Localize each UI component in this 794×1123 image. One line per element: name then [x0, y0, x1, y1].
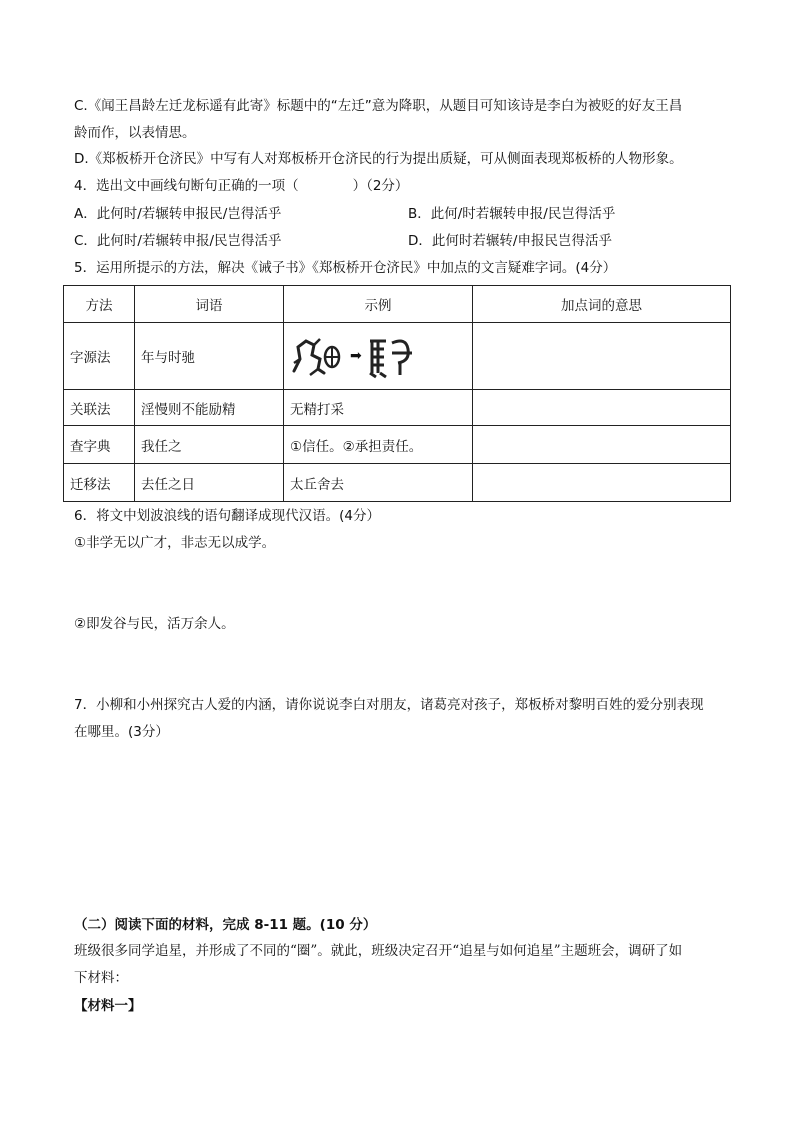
q6-sentence-1: ①非学无以广才，非志无以成学。 — [74, 535, 276, 551]
arrow-right-icon: ➡ — [350, 348, 362, 364]
row-example: 无精打采 — [284, 390, 473, 426]
question-7-line2: 在哪里。(3分） — [74, 724, 169, 740]
table-row — [64, 426, 731, 464]
option-c-line1: C.《闻王昌龄左迁龙标遥有此寄》标题中的“左迁”意为降职，从题目可知该诗是李白为被贬的好友王昌 — [74, 98, 683, 114]
q4-option-c: C．此何时/若辗转申报/民岂得活乎 — [74, 233, 282, 249]
seal-script-illustration — [290, 326, 466, 386]
question-7-line1: 7．小柳和小州探究古人爱的内涵，请你说说李白对朋友，诸葛亮对孩子，郑板桥对黎明百姓的爱分别表现 — [74, 697, 704, 713]
table-row — [64, 464, 731, 502]
header-example: 示例 — [284, 286, 473, 323]
table-row — [64, 323, 731, 390]
section-2-title: （二）阅读下面的材料，完成 8-11 题。(10 分） — [74, 917, 377, 933]
row-phrase: 年与时驰 — [135, 323, 284, 390]
option-d: D.《郑板桥开仓济民》中写有人对郑板桥开仓济民的行为提出质疑，可从侧面表现郑板桥的人物形象。 — [74, 151, 683, 167]
row-method: 查字典 — [64, 426, 135, 464]
q4-option-d: D．此何时若辗转/申报民岂得活乎 — [408, 233, 612, 249]
row-method: 字源法 — [64, 323, 135, 390]
row-meaning[interactable] — [473, 390, 731, 426]
header-phrase: 词语 — [135, 286, 284, 323]
section-2-intro-line2: 下材料： — [74, 970, 128, 986]
row-example: 太丘舍去 — [284, 464, 473, 502]
table-row — [64, 390, 731, 426]
material-1-label: 【材料一】 — [74, 998, 142, 1014]
row-method: 关联法 — [64, 390, 135, 426]
seal-chi-glyph-icon — [366, 333, 416, 379]
row-phrase: 去任之日 — [135, 464, 284, 502]
row-example: ①信任。②承担责任。 — [284, 426, 473, 464]
row-method: 迁移法 — [64, 464, 135, 502]
q6-sentence-2: ②即发谷与民，活万余人。 — [74, 616, 235, 632]
ancient-horse-glyph-icon — [290, 333, 346, 379]
q4-option-a: A．此何时/若辗转申报民/岂得活乎 — [74, 206, 282, 222]
question-5-stem: 5．运用所提示的方法，解决《诫子书》《郑板桥开仓济民》中加点的文言疑难字词。(4分） — [74, 260, 617, 276]
row-example — [284, 323, 473, 390]
row-phrase: 我任之 — [135, 426, 284, 464]
row-meaning[interactable] — [473, 464, 731, 502]
option-c-line2: 龄而作，以表情思。 — [74, 125, 196, 141]
row-meaning[interactable] — [473, 323, 731, 390]
question-6-stem: 6．将文中划波浪线的语句翻译成现代汉语。(4分） — [74, 508, 380, 524]
header-meaning: 加点词的意思 — [473, 286, 731, 323]
q5-table — [63, 285, 731, 502]
header-method: 方法 — [64, 286, 135, 323]
row-meaning[interactable] — [473, 426, 731, 464]
row-phrase: 淫慢则不能励精 — [135, 390, 284, 426]
section-2-intro-line1: 班级很多同学追星，并形成了不同的“圈”。就此，班级决定召开“追星与如何追星”主题班会，调研了如 — [74, 943, 683, 959]
question-4-stem: 4．选出文中画线句断句正确的一项（ ）（2分） — [74, 178, 409, 194]
q4-option-b: B．此何/时若辗转申报/民岂得活乎 — [408, 206, 616, 222]
q5-table-header — [64, 286, 731, 323]
